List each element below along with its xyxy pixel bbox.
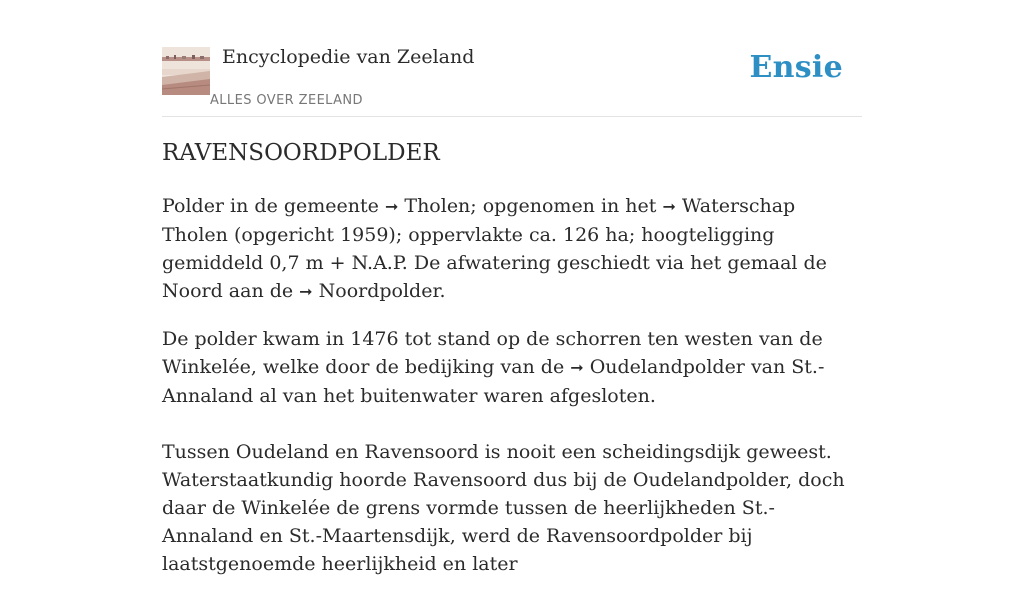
paragraph-text: De polder kwam in 1476 tot stand op de schorren ten westen van de Winkelée, welke door de bedijking van de — [162, 328, 823, 378]
avatar-image-icon — [162, 47, 210, 95]
xref-tholen-link[interactable] — [385, 195, 470, 217]
paragraph-1 — [162, 192, 862, 306]
paragraph-2 — [162, 325, 862, 410]
site-avatar[interactable] — [162, 47, 210, 95]
ensie-logo-link[interactable]: Ensie — [749, 50, 843, 85]
xref-oudelandpolder-link[interactable] — [570, 356, 745, 378]
arrow-right-icon: ➞ — [662, 197, 676, 216]
site-header — [162, 0, 862, 117]
site-subtitle: ALLES OVER ZEELAND — [210, 93, 363, 108]
paragraph-text: ; opgenomen in het — [470, 195, 663, 217]
xref-label: Tholen — [404, 195, 471, 217]
paragraph-3: Tussen Oudeland en Ravensoord is nooit een scheidingsdijk geweest. Waterstaatkundig hoorde Ravensoord dus bij de Oudelandpolder, doch daar de Winkelée de grens vormde tussen de heerlijkheden St.-Annaland en St.-Maartensdijk, werd de Ravensoordpolder bij laatstgenoemde heerlijkheid en later — [162, 441, 845, 575]
paragraph-text: (opgericht 1959); oppervlakte ca. 126 ha; hoogteligging gemiddeld 0,7 m + N.A.P. De afwatering geschiedt via het gemaal de Noord aan de — [162, 224, 827, 302]
xref-noordpolder-link[interactable] — [299, 280, 439, 302]
arrow-right-icon: ➞ — [299, 282, 313, 301]
arrow-right-icon: ➞ — [570, 358, 584, 377]
xref-label: Noordpolder — [318, 280, 440, 302]
arrow-right-icon: ➞ — [384, 197, 399, 216]
site-title[interactable]: Encyclopedie van Zeeland — [222, 46, 475, 68]
xref-label: Waterschap Tholen — [162, 195, 796, 246]
xref-label: Oudelandpolder — [589, 356, 745, 378]
entry-content — [162, 192, 862, 597]
page — [162, 0, 862, 575]
entry-title: RAVENSOORDPOLDER — [162, 140, 440, 166]
paragraph-text: . — [439, 280, 446, 302]
paragraph-text: Polder in de gemeente — [162, 195, 385, 217]
paragraph-text: van St.-Annaland al van het buitenwater waren afgesloten. — [162, 356, 825, 407]
